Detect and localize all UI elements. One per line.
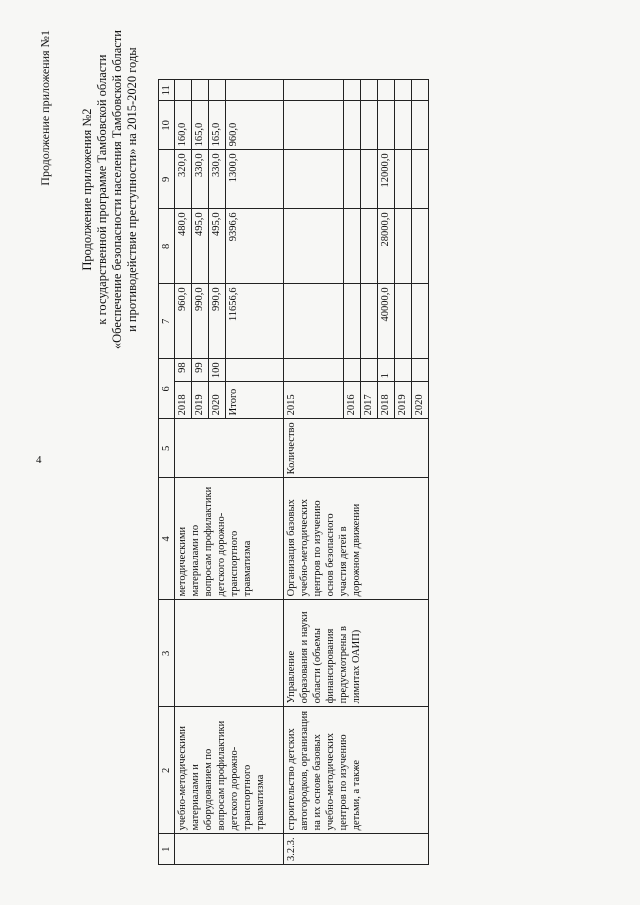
regional-funding <box>412 150 429 209</box>
local-funding <box>395 101 412 150</box>
local-funding: 165,0 <box>209 101 226 150</box>
appendix2-header <box>80 30 140 349</box>
local-funding <box>361 101 378 150</box>
table-row <box>175 80 192 865</box>
col-header: 1 <box>159 834 175 865</box>
unit: Количество <box>284 419 429 478</box>
local-funding: 160,0 <box>175 101 192 150</box>
col-header: 5 <box>159 419 175 478</box>
regional-funding <box>344 150 361 209</box>
page-number: 4 <box>36 454 42 466</box>
other-funding <box>361 80 378 101</box>
program-table <box>158 79 429 865</box>
indicator-name: Организация базовых учебно-методических центров по изучению основ безопасного участия детей в дорожном движении <box>284 478 429 600</box>
other-funding <box>378 80 395 101</box>
federal-funding <box>344 209 361 284</box>
total-funding <box>284 284 344 359</box>
col-header: 4 <box>159 478 175 600</box>
other-funding <box>175 80 192 101</box>
other-funding <box>209 80 226 101</box>
indicator-value <box>395 359 412 382</box>
col-header: 10 <box>159 101 175 150</box>
year-cell: 2020 <box>412 382 429 419</box>
indicator-value <box>226 359 284 382</box>
total-funding: 990,0 <box>209 284 226 359</box>
year-cell: 2018 <box>175 382 192 419</box>
federal-funding: 9396,6 <box>226 209 284 284</box>
year-cell: 2016 <box>344 382 361 419</box>
total-funding: 960,0 <box>175 284 192 359</box>
appendix2-line: и противодействие преступности» на 2015-2020 годы <box>125 47 139 332</box>
other-funding <box>395 80 412 101</box>
appendix1-title: Продолжение приложения №1 <box>38 30 52 186</box>
other-funding <box>192 80 209 101</box>
year-cell: 2019 <box>192 382 209 419</box>
row-number: 3.2.3. <box>284 834 429 865</box>
col-header: 11 <box>159 80 175 101</box>
local-funding: 960,0 <box>226 101 284 150</box>
total-funding <box>361 284 378 359</box>
regional-funding: 330,0 <box>192 150 209 209</box>
local-funding <box>378 101 395 150</box>
other-funding <box>226 80 284 101</box>
appendix2-line: «Обеспечение безопасности населения Тамбовской области <box>110 30 124 350</box>
measure-description: учебно-методическими материалами и оборудованием по вопросам профилактики детского дорожно-транспортного травматизма <box>175 707 284 834</box>
header-row <box>159 80 175 865</box>
appendix2-line: к государственной программе Тамбовской области <box>95 54 109 325</box>
federal-funding <box>284 209 344 284</box>
col-header: 6 <box>159 359 175 419</box>
federal-funding: 495,0 <box>192 209 209 284</box>
federal-funding: 480,0 <box>175 209 192 284</box>
regional-funding: 320,0 <box>175 150 192 209</box>
regional-funding: 330,0 <box>209 150 226 209</box>
total-funding: 40000,0 <box>378 284 395 359</box>
table-row <box>284 80 344 865</box>
indicator-value <box>284 359 344 382</box>
indicator-value: 98 <box>175 359 192 382</box>
regional-funding: 12000,0 <box>378 150 395 209</box>
indicator-value: 100 <box>209 359 226 382</box>
year-cell: 2019 <box>395 382 412 419</box>
regional-funding <box>361 150 378 209</box>
col-header: 9 <box>159 150 175 209</box>
executor: Управление образования и науки области (объемы финансирования предусмотрены в лимитах ОАИП) <box>284 600 429 707</box>
federal-funding: 495,0 <box>209 209 226 284</box>
indicator-value: 1 <box>378 359 395 382</box>
year-cell: 2020 <box>209 382 226 419</box>
total-funding <box>395 284 412 359</box>
col-header: 8 <box>159 209 175 284</box>
indicator-name: методическими материалами по вопросам профилактики детского дорожно-транспортного травматизма <box>175 478 284 600</box>
total-funding: 11656,6 <box>226 284 284 359</box>
federal-funding <box>361 209 378 284</box>
year-cell: 2018 <box>378 382 395 419</box>
appendix2-line: Продолжение приложения №2 <box>80 108 94 271</box>
year-cell: 2015 <box>284 382 344 419</box>
indicator-value <box>412 359 429 382</box>
total-funding: 990,0 <box>192 284 209 359</box>
federal-funding <box>395 209 412 284</box>
total-funding <box>412 284 429 359</box>
regional-funding: 1300,0 <box>226 150 284 209</box>
federal-funding <box>412 209 429 284</box>
regional-funding <box>395 150 412 209</box>
local-funding: 165,0 <box>192 101 209 150</box>
other-funding <box>412 80 429 101</box>
other-funding <box>344 80 361 101</box>
local-funding <box>412 101 429 150</box>
regional-funding <box>284 150 344 209</box>
col-header: 3 <box>159 600 175 707</box>
col-header: 7 <box>159 284 175 359</box>
local-funding <box>344 101 361 150</box>
col-header: 2 <box>159 707 175 834</box>
year-cell: 2017 <box>361 382 378 419</box>
unit <box>175 419 284 478</box>
row-number <box>175 834 284 865</box>
federal-funding: 28000,0 <box>378 209 395 284</box>
local-funding <box>284 101 344 150</box>
measure-description: строительство детских автогородков, организация на их основе базовых учебно-методических центров по изучению детьми, а также <box>284 707 429 834</box>
indicator-value: 99 <box>192 359 209 382</box>
executor <box>175 600 284 707</box>
year-cell: Итого <box>226 382 284 419</box>
other-funding <box>284 80 344 101</box>
total-funding <box>344 284 361 359</box>
indicator-value <box>361 359 378 382</box>
indicator-value <box>344 359 361 382</box>
